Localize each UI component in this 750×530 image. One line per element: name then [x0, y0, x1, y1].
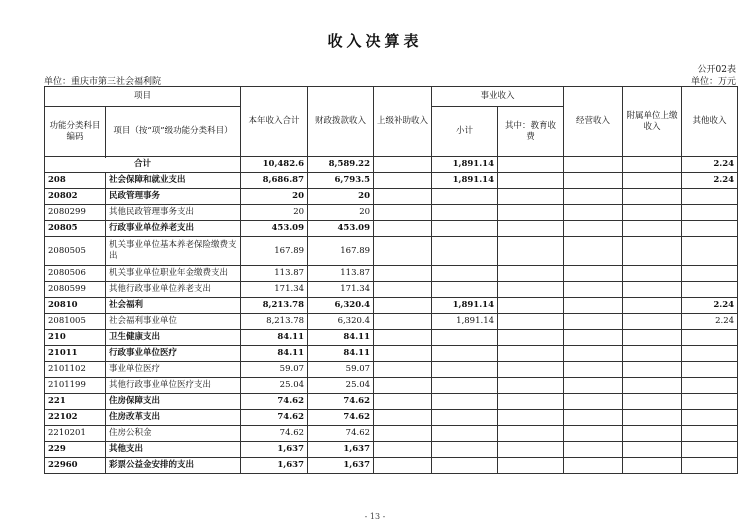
affil-cell [623, 298, 682, 314]
other-cell [682, 221, 738, 237]
affil-cell [623, 346, 682, 362]
code-cell: 208 [45, 173, 106, 189]
total-subsidy [374, 157, 432, 173]
affil-cell [623, 442, 682, 458]
fiscal-cell: 1,637 [308, 442, 374, 458]
subsidy-cell [374, 189, 432, 205]
page-title: 收入决算表 [327, 32, 423, 50]
header-other: 其他收入 [682, 87, 738, 157]
total-cell: 8,213.78 [241, 314, 308, 330]
total-cell: 453.09 [241, 221, 308, 237]
total-cell: 1,637 [241, 442, 308, 458]
subsidy-cell [374, 458, 432, 474]
other-cell [682, 410, 738, 426]
biz-cell [432, 410, 498, 426]
header-item: 项目 [45, 87, 241, 107]
biz-edu-cell [498, 173, 564, 189]
ops-cell [564, 442, 623, 458]
affil-cell [623, 426, 682, 442]
code-cell: 2080299 [45, 205, 106, 221]
table-row [45, 410, 738, 426]
affil-cell [623, 282, 682, 298]
code-cell: 2101102 [45, 362, 106, 378]
name-cell: 彩票公益金安排的支出 [106, 458, 241, 474]
table-row [45, 282, 738, 298]
affil-cell [623, 378, 682, 394]
ops-cell [564, 330, 623, 346]
subsidy-cell [374, 314, 432, 330]
subsidy-cell [374, 442, 432, 458]
ops-cell [564, 266, 623, 282]
ops-cell [564, 189, 623, 205]
table-row [45, 394, 738, 410]
biz-edu-cell [498, 237, 564, 266]
ops-cell [564, 173, 623, 189]
ops-cell [564, 458, 623, 474]
biz-edu-cell [498, 205, 564, 221]
fiscal-cell: 20 [308, 205, 374, 221]
total-cell: 20 [241, 205, 308, 221]
biz-edu-cell [498, 282, 564, 298]
biz-cell: 1,891.14 [432, 314, 498, 330]
biz-cell [432, 205, 498, 221]
name-cell: 民政管理事务 [106, 189, 241, 205]
other-cell: 2.24 [682, 298, 738, 314]
total-cell: 113.87 [241, 266, 308, 282]
code-cell: 2080506 [45, 266, 106, 282]
name-cell: 其他行政事业单位养老支出 [106, 282, 241, 298]
table-row [45, 346, 738, 362]
code-cell: 2101199 [45, 378, 106, 394]
biz-edu-cell [498, 221, 564, 237]
total-cell: 84.11 [241, 346, 308, 362]
biz-cell: 1,891.14 [432, 298, 498, 314]
biz-edu-cell [498, 394, 564, 410]
subsidy-cell [374, 330, 432, 346]
subsidy-cell [374, 346, 432, 362]
code-cell: 20805 [45, 221, 106, 237]
code-cell: 21011 [45, 346, 106, 362]
header-affiliated: 附属单位上缴收入 [623, 87, 682, 157]
name-cell: 卫生健康支出 [106, 330, 241, 346]
total-biz-edu [498, 157, 564, 173]
affil-cell [623, 410, 682, 426]
subsidy-cell [374, 266, 432, 282]
total-cell: 171.34 [241, 282, 308, 298]
other-cell [682, 282, 738, 298]
ops-cell [564, 221, 623, 237]
biz-cell [432, 330, 498, 346]
total-label: 合计 [45, 157, 241, 173]
affil-cell [623, 189, 682, 205]
fiscal-cell: 113.87 [308, 266, 374, 282]
table-row [45, 237, 738, 266]
subsidy-cell [374, 237, 432, 266]
name-cell: 其他行政事业单位医疗支出 [106, 378, 241, 394]
biz-cell [432, 282, 498, 298]
total-total: 10,482.6 [241, 157, 308, 173]
header-name: 项目（按“项”级功能分类科目） [106, 107, 241, 157]
total-cell: 25.04 [241, 378, 308, 394]
fiscal-cell: 74.62 [308, 394, 374, 410]
biz-cell [432, 189, 498, 205]
ops-cell [564, 410, 623, 426]
table-row [45, 458, 738, 474]
biz-edu-cell [498, 298, 564, 314]
total-cell: 74.62 [241, 394, 308, 410]
fiscal-cell: 84.11 [308, 346, 374, 362]
biz-edu-cell [498, 314, 564, 330]
table-row [45, 330, 738, 346]
name-cell: 社会福利事业单位 [106, 314, 241, 330]
header-biz-subtotal: 小计 [432, 107, 498, 157]
subsidy-cell [374, 362, 432, 378]
ops-cell [564, 298, 623, 314]
affil-cell [623, 266, 682, 282]
ops-cell [564, 282, 623, 298]
fiscal-cell: 20 [308, 189, 374, 205]
affil-cell [623, 330, 682, 346]
other-cell [682, 362, 738, 378]
code-cell: 22102 [45, 410, 106, 426]
affil-cell [623, 458, 682, 474]
other-cell [682, 426, 738, 442]
other-cell [682, 266, 738, 282]
reporting-unit: 单位：重庆市第三社会福利院 [44, 77, 162, 87]
income-table [44, 86, 738, 474]
biz-cell [432, 442, 498, 458]
header-operating: 经营收入 [564, 87, 623, 157]
affil-cell [623, 173, 682, 189]
fiscal-cell: 6,320.4 [308, 314, 374, 330]
ops-cell [564, 205, 623, 221]
fiscal-cell: 167.89 [308, 237, 374, 266]
code-cell: 2210201 [45, 426, 106, 442]
biz-cell [432, 458, 498, 474]
code-cell: 221 [45, 394, 106, 410]
table-row [45, 442, 738, 458]
biz-cell [432, 237, 498, 266]
biz-edu-cell [498, 362, 564, 378]
affil-cell [623, 314, 682, 330]
other-cell [682, 237, 738, 266]
table-row [45, 378, 738, 394]
biz-cell [432, 346, 498, 362]
form-number: 公开02表 [697, 65, 736, 75]
table-row [45, 205, 738, 221]
other-cell [682, 442, 738, 458]
table-row [45, 362, 738, 378]
fiscal-cell: 25.04 [308, 378, 374, 394]
affil-cell [623, 362, 682, 378]
name-cell: 机关事业单位职业年金缴费支出 [106, 266, 241, 282]
other-cell [682, 394, 738, 410]
total-other: 2.24 [682, 157, 738, 173]
subsidy-cell [374, 394, 432, 410]
ops-cell [564, 362, 623, 378]
subsidy-cell [374, 378, 432, 394]
biz-edu-cell [498, 458, 564, 474]
table-row [45, 173, 738, 189]
ops-cell [564, 394, 623, 410]
biz-cell [432, 221, 498, 237]
header-code: 功能分类科目编码 [45, 107, 106, 157]
ops-cell [564, 346, 623, 362]
subsidy-cell [374, 282, 432, 298]
other-cell [682, 378, 738, 394]
name-cell: 机关事业单位基本养老保险缴费支出 [106, 237, 241, 266]
other-cell: 2.24 [682, 173, 738, 189]
name-cell: 行政事业单位养老支出 [106, 221, 241, 237]
total-cell: 74.62 [241, 426, 308, 442]
name-cell: 行政事业单位医疗 [106, 346, 241, 362]
name-cell: 其他支出 [106, 442, 241, 458]
total-row [45, 157, 738, 173]
fiscal-cell: 74.62 [308, 426, 374, 442]
other-cell [682, 458, 738, 474]
table-row [45, 314, 738, 330]
other-cell [682, 330, 738, 346]
code-cell: 2080599 [45, 282, 106, 298]
ops-cell [564, 237, 623, 266]
biz-edu-cell [498, 330, 564, 346]
biz-cell [432, 378, 498, 394]
code-cell: 20810 [45, 298, 106, 314]
subsidy-cell [374, 173, 432, 189]
name-cell: 住房公积金 [106, 426, 241, 442]
header-fiscal: 财政拨款收入 [308, 87, 374, 157]
fiscal-cell: 6,320.4 [308, 298, 374, 314]
name-cell: 其他民政管理事务支出 [106, 205, 241, 221]
total-cell: 167.89 [241, 237, 308, 266]
total-cell: 59.07 [241, 362, 308, 378]
table-row [45, 298, 738, 314]
other-cell: 2.24 [682, 314, 738, 330]
header-business-income: 事业收入 [432, 87, 564, 107]
affil-cell [623, 394, 682, 410]
page-number: - 13 - [364, 512, 386, 521]
biz-edu-cell [498, 442, 564, 458]
name-cell: 社会保障和就业支出 [106, 173, 241, 189]
ops-cell [564, 314, 623, 330]
name-cell: 住房改革支出 [106, 410, 241, 426]
biz-edu-cell [498, 426, 564, 442]
biz-edu-cell [498, 346, 564, 362]
subsidy-cell [374, 426, 432, 442]
code-cell: 20802 [45, 189, 106, 205]
header-total: 本年收入合计 [241, 87, 308, 157]
table-row [45, 266, 738, 282]
fiscal-cell: 74.62 [308, 410, 374, 426]
ops-cell [564, 378, 623, 394]
other-cell [682, 189, 738, 205]
biz-cell [432, 362, 498, 378]
name-cell: 社会福利 [106, 298, 241, 314]
currency-unit: 单位：万元 [690, 77, 736, 87]
total-ops [564, 157, 623, 173]
total-affil [623, 157, 682, 173]
biz-edu-cell [498, 266, 564, 282]
biz-cell [432, 426, 498, 442]
fiscal-cell: 84.11 [308, 330, 374, 346]
code-cell: 2081005 [45, 314, 106, 330]
code-cell: 2080505 [45, 237, 106, 266]
biz-edu-cell [498, 189, 564, 205]
biz-cell: 1,891.14 [432, 173, 498, 189]
other-cell [682, 346, 738, 362]
fiscal-cell: 59.07 [308, 362, 374, 378]
affil-cell [623, 221, 682, 237]
code-cell: 22960 [45, 458, 106, 474]
biz-edu-cell [498, 378, 564, 394]
ops-cell [564, 426, 623, 442]
affil-cell [623, 237, 682, 266]
table-row [45, 189, 738, 205]
subsidy-cell [374, 205, 432, 221]
biz-cell [432, 266, 498, 282]
subsidy-cell [374, 410, 432, 426]
affil-cell [623, 205, 682, 221]
total-cell: 8,686.87 [241, 173, 308, 189]
code-cell: 229 [45, 442, 106, 458]
fiscal-cell: 6,793.5 [308, 173, 374, 189]
total-cell: 8,213.78 [241, 298, 308, 314]
header-subsidy: 上级补助收入 [374, 87, 432, 157]
biz-edu-cell [498, 410, 564, 426]
fiscal-cell: 1,637 [308, 458, 374, 474]
total-cell: 20 [241, 189, 308, 205]
table-row [45, 426, 738, 442]
header-biz-education: 其中：教育收费 [498, 107, 564, 157]
fiscal-cell: 171.34 [308, 282, 374, 298]
total-cell: 1,637 [241, 458, 308, 474]
name-cell: 住房保障支出 [106, 394, 241, 410]
total-fiscal: 8,589.22 [308, 157, 374, 173]
code-cell: 210 [45, 330, 106, 346]
name-cell: 事业单位医疗 [106, 362, 241, 378]
table-row [45, 221, 738, 237]
total-cell: 84.11 [241, 330, 308, 346]
other-cell [682, 205, 738, 221]
total-biz: 1,891.14 [432, 157, 498, 173]
total-cell: 74.62 [241, 410, 308, 426]
subsidy-cell [374, 298, 432, 314]
fiscal-cell: 453.09 [308, 221, 374, 237]
subsidy-cell [374, 221, 432, 237]
biz-cell [432, 394, 498, 410]
